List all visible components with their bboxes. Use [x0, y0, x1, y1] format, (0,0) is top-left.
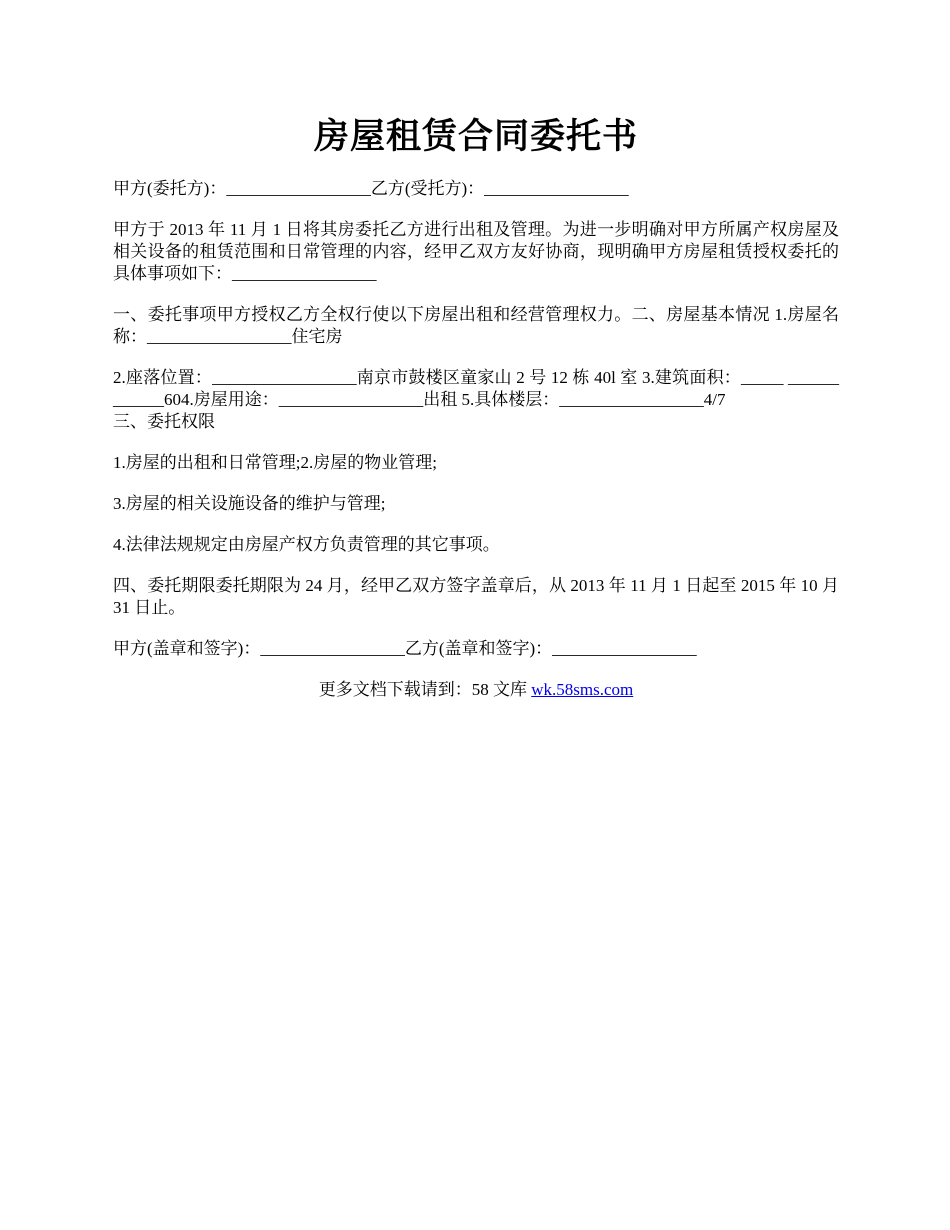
section-entrust-matters: 一、委托事项甲方授权乙方全权行使以下房屋出租和经营管理权力。二、房屋基本情况 1.房屋名称：_________________住宅房 — [113, 305, 839, 346]
document-title: 房屋租赁合同委托书 — [313, 116, 638, 157]
section-entrust-authority-heading: 三、委托权限 — [113, 412, 215, 431]
footer-text: 更多文档下载请到：58 文库 — [318, 680, 532, 699]
document-body — [113, 110, 839, 701]
footer-link[interactable]: wk.58sms.com — [531, 680, 634, 699]
section-entrust-period: 四、委托期限委托期限为 24 月，经甲乙双方签字盖章后，从 2013 年 11 月 1 日起至 2015 年 10 月 31 日止。 — [113, 576, 839, 617]
authority-item-1-2: 1.房屋的出租和日常管理;2.房屋的物业管理; — [113, 453, 437, 472]
footer-download-note — [113, 679, 839, 701]
intro-paragraph: 甲方于 2013 年 11 月 1 日将其房委托乙方进行出租及管理。为进一步明确对甲方所属产权房屋及相关设备的租赁范围和日常管理的内容，经甲乙双方友好协商，现明确甲方房屋租赁授权委托的具体事项如下：_________________ — [113, 220, 839, 283]
authority-item-4: 4.法律法规规定由房屋产权方负责管理的其它事项。 — [113, 535, 500, 554]
parties-line: 甲方(委托方)：_________________乙方(受托方)：_________________ — [113, 179, 629, 198]
signature-line: 甲方(盖章和签字)：_________________乙方(盖章和签字)：_________________ — [113, 639, 697, 658]
authority-item-3: 3.房屋的相关设施设备的维护与管理; — [113, 494, 386, 513]
section-property-details: 2.座落位置：_________________南京市鼓楼区童家山 2 号 12 栋 40l 室 3.建筑面积：_____ ____________604.房屋用途：_________________出租 5.具体楼层：_________________4/7 — [113, 368, 839, 409]
